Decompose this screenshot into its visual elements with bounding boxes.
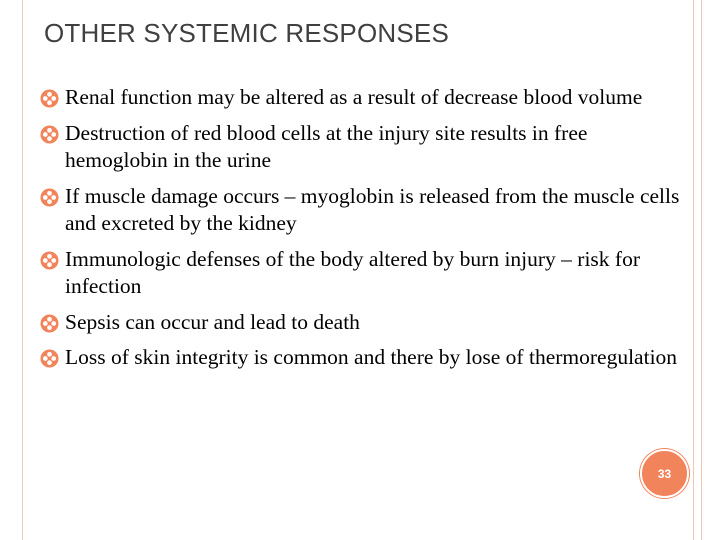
flower-bullet-icon — [40, 89, 59, 108]
flower-bullet-icon — [40, 251, 59, 270]
page-number-badge — [640, 449, 689, 498]
bullet-item-3 — [40, 183, 680, 238]
bullet-item-4 — [40, 246, 680, 301]
bullet-text: Renal function may be altered as a result of decrease blood volume — [65, 85, 643, 109]
flower-bullet-icon — [40, 125, 59, 144]
left-border-line — [22, 0, 23, 540]
bullet-list — [40, 84, 680, 380]
bullet-item-1 — [40, 84, 680, 112]
flower-bullet-icon — [40, 188, 59, 207]
bullet-text: Immunologic defenses of the body altered by burn injury – risk for infection — [65, 246, 640, 298]
bullet-item-2 — [40, 120, 680, 175]
bullet-text: If muscle damage occurs – myoglobin is released from the muscle cells and excreted by the kidney — [65, 183, 680, 235]
slide-title: OTHER SYSTEMIC RESPONSES — [44, 18, 449, 48]
bullet-text: Sepsis can occur and lead to death — [65, 309, 360, 334]
flower-bullet-icon — [40, 314, 59, 333]
bullet-text: Loss of skin integrity is common and there by lose of thermoregulation — [65, 345, 678, 369]
flower-bullet-icon — [40, 349, 59, 368]
page-number: 33 — [657, 466, 672, 481]
right-border-line-outer — [701, 0, 702, 540]
bullet-item-5 — [40, 309, 680, 337]
bullet-text: Destruction of red blood cells at the injury site results in free hemoglobin in the urine — [65, 120, 588, 172]
bullet-item-6 — [40, 344, 680, 372]
right-border-line-inner — [693, 0, 694, 540]
